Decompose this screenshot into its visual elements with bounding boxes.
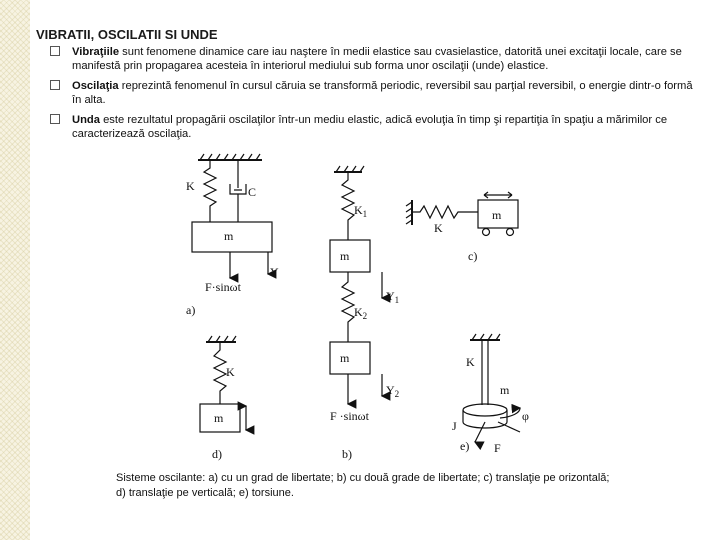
bullet-text: este rezultatul propagării oscilaţilor într-un mediu elastic, adică evoluţia în timp şi repartiţia în spaţiu a mărimilor ce caracterizează oscilaţia. [72,114,668,140]
spring-k-icon [412,206,478,218]
system-d-diagram [200,336,246,432]
bullet-box-icon [50,46,60,56]
label-c-k: K [434,221,443,235]
figure-caption [116,471,626,501]
label-b-m1: m [340,249,350,263]
label-b-y1: $Y_1$ [386,289,400,305]
spring-k1-icon [342,172,354,240]
label-a-y: Y [270,265,279,279]
caption-line-1: Sisteme oscilante: a) cu un grad de libertate; b) cu două grade de libertate; c) translaţie pe orizontală; [116,472,610,484]
bullet-text: reprezintă fenomenul în cursul căruia se transformă periodic, reversibil sau parţial reversibil, o energie dintr-o formă în alta. [72,80,693,106]
label-e-tag: e) [460,439,470,453]
system-c-diagram [406,192,518,236]
label-e-f: F [494,441,501,455]
label-a-m: m [224,229,234,243]
mass-block-2 [330,342,370,374]
label-b-k1: $K_1$ [354,203,368,219]
bullet-text: sunt fenomene dinamice care iau naştere în medii elastice sau cvasielastice, datorită unei excitaţii locale, care se manifestă prin propagarea acesteia în interiorul mediului sub forma unor oscilaţii (unde) elastice. [72,46,682,72]
label-e-k: K [466,355,475,369]
spring-k-icon [214,342,226,404]
page-title: VIBRATII, OSCILATII SI UNDE [36,27,218,42]
label-e-j: J [452,419,457,433]
mass-block [200,404,240,432]
bullet-vibratii [50,45,700,73]
mass-block [192,222,272,252]
system-b-diagram [330,166,382,404]
bullet-list [50,45,700,147]
label-d-tag: d) [212,447,222,461]
bullet-term: Vibraţiile [72,46,120,58]
label-c-tag: c) [468,249,478,263]
damper-c-icon [230,160,246,222]
decorative-sidebar [0,0,30,540]
label-b-k2: $K_2$ [354,305,368,321]
spring-k-icon [204,160,216,222]
label-a-c: C [248,185,257,199]
system-e-diagram [463,334,520,442]
label-b-tag: b) [342,447,352,461]
label-a-k: K [186,179,195,193]
label-a-tag: a) [186,303,196,317]
label-b-force: F ·sinωt [330,409,369,423]
bullet-term: Oscilaţia [72,80,119,92]
bullet-term: Unda [72,114,100,126]
label-d-k: K [226,365,235,379]
label-b-y2: $Y_2$ [386,383,400,399]
label-b-m2: m [340,351,350,365]
system-a-diagram [192,154,272,278]
spring-k2-icon [342,272,354,342]
label-e-m: m [500,383,510,397]
bullet-box-icon [50,114,60,124]
label-d-m: m [214,411,224,425]
label-a-force: F·sinωt [205,280,241,294]
caption-line-2: d) translaţie pe verticală; e) torsiune. [116,487,294,499]
bullet-oscilatia [50,79,700,107]
mass-block-1 [330,240,370,272]
label-e-phi: φ [522,409,529,423]
bullet-unda [50,113,700,141]
cart-mass [478,200,518,228]
bullet-box-icon [50,80,60,90]
label-c-m: m [492,208,502,222]
